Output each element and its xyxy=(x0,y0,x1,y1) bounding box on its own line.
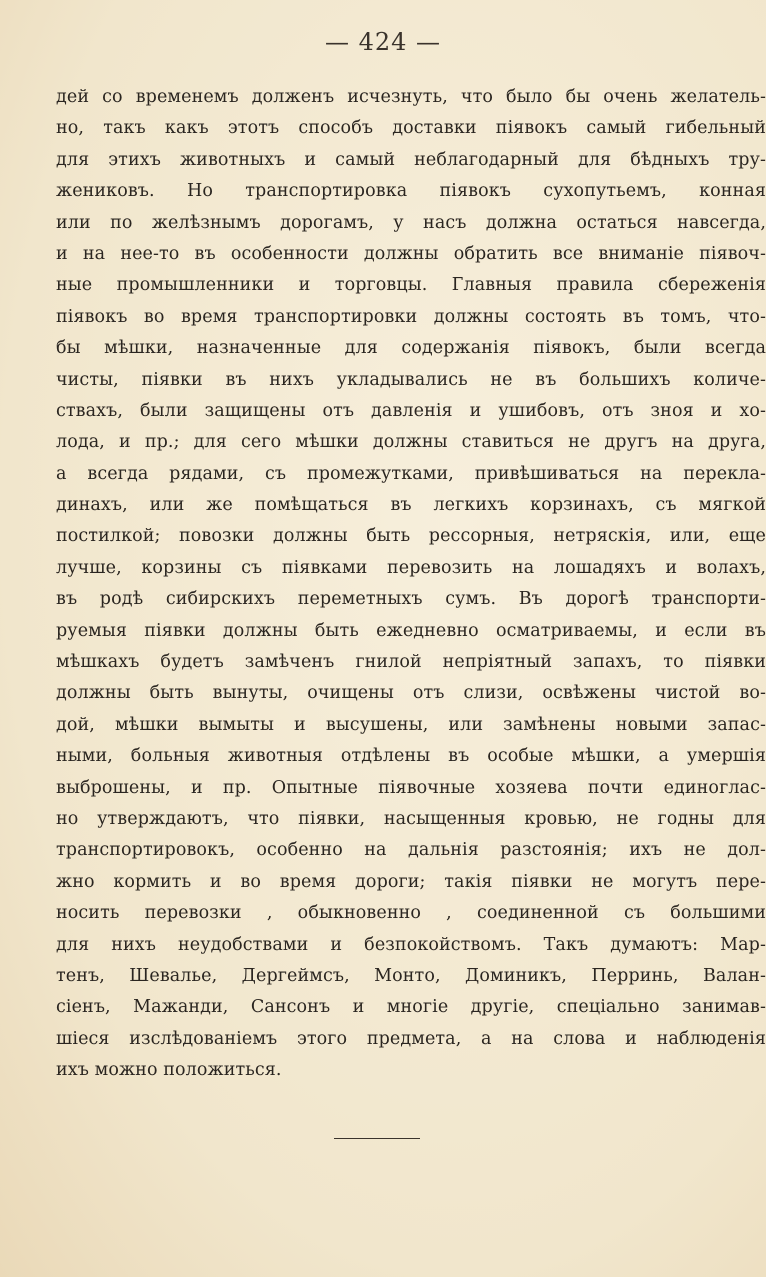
text-line: или по желѣзнымъ дорогамъ, у насъ должна остаться навсегда, xyxy=(56,212,766,233)
text-line: постилкой; повозки должны быть рессорныя, нетряскія, или, еще xyxy=(56,526,766,547)
text-line: шіеся изслѣдованіемъ этого предмета, а на слова и наблюденія xyxy=(56,1028,766,1049)
text-line: сіенъ, Мажанди, Сансонъ и многіе другіе, спеціально занимав- xyxy=(56,997,766,1018)
text-line: ными, больныя животныя отдѣлены въ особые мѣшки, а умершія xyxy=(56,746,766,767)
text-line: но утверждаютъ, что піявки, насыщенныя кровью, не годны для xyxy=(56,808,766,829)
text-line: руемыя піявки должны быть ежедневно осматриваемы, и если въ xyxy=(56,620,766,641)
text-line: а всегда рядами, съ промежутками, привѣшиваться на перекла- xyxy=(56,463,766,484)
text-line: но, такъ какъ этотъ способъ доставки піявокъ самый гибельный xyxy=(56,118,766,139)
text-line: ствахъ, были защищены отъ давленія и ушибовъ, отъ зноя и хо- xyxy=(56,400,766,421)
text-line: піявокъ во время транспортировки должны состоять въ томъ, что- xyxy=(56,306,766,327)
text-line: тенъ, Шевалье, Дергеймсъ, Монто, Доминикъ, Перринь, Валан- xyxy=(56,965,766,986)
text-line: въ родѣ сибирскихъ переметныхъ сумъ. Въ дорогѣ транспорти- xyxy=(56,589,766,610)
text-line: выброшены, и пр. Опытные піявочные хозяева почти единоглас- xyxy=(56,777,766,798)
text-line: для нихъ неудобствами и безпокойствомъ. Такъ думаютъ: Мар- xyxy=(56,934,766,955)
text-line: бы мѣшки, назначенные для содержанія піявокъ, были всегда xyxy=(56,338,766,359)
text-line: динахъ, или же помѣщаться въ легкихъ корзинахъ, съ мягкой xyxy=(56,495,766,516)
text-line: лода, и пр.; для сего мѣшки должны ставиться не другъ на друга, xyxy=(56,432,766,453)
text-line: ные промышленники и торговцы. Главныя правила сбереженія xyxy=(56,275,766,296)
text-line: мѣшкахъ будетъ замѣченъ гнилой непріятный запахъ, то піявки xyxy=(56,652,766,673)
text-line: ихъ можно положиться. xyxy=(56,1060,282,1081)
page-number: — 424 — xyxy=(324,28,442,56)
end-rule xyxy=(334,1138,420,1139)
text-line: дой, мѣшки вымыты и высушены, или замѣнены новыми запас- xyxy=(56,714,766,735)
text-line: дей со временемъ долженъ исчезнуть, что было бы очень желатель- xyxy=(56,87,766,107)
text-line: носить перевозки , обыкновенно , соединенной съ большими xyxy=(56,903,766,924)
text-line: жениковъ. Но транспортировка піявокъ сухопутьемъ, конная xyxy=(56,181,766,202)
text-line: лучше, корзины съ піявками перевозить на лошадяхъ и волахъ, xyxy=(56,557,766,578)
text-line: для этихъ животныхъ и самый неблагодарный для бѣдныхъ тру- xyxy=(56,149,766,170)
text-line: жно кормить и во время дороги; такія піявки не могутъ пере- xyxy=(56,871,766,892)
text-line: чисты, піявки въ нихъ укладывались не въ большихъ количе- xyxy=(56,369,766,390)
text-line: транспортировокъ, особенно на дальнія разстоянія; ихъ не дол- xyxy=(56,840,766,861)
text-line: должны быть вынуты, очищены отъ слизи, освѣжены чистой во- xyxy=(56,683,766,704)
body-text xyxy=(56,82,766,1087)
text-line: и на нее-то въ особенности должны обратить все вниманіе піявоч- xyxy=(56,243,766,264)
